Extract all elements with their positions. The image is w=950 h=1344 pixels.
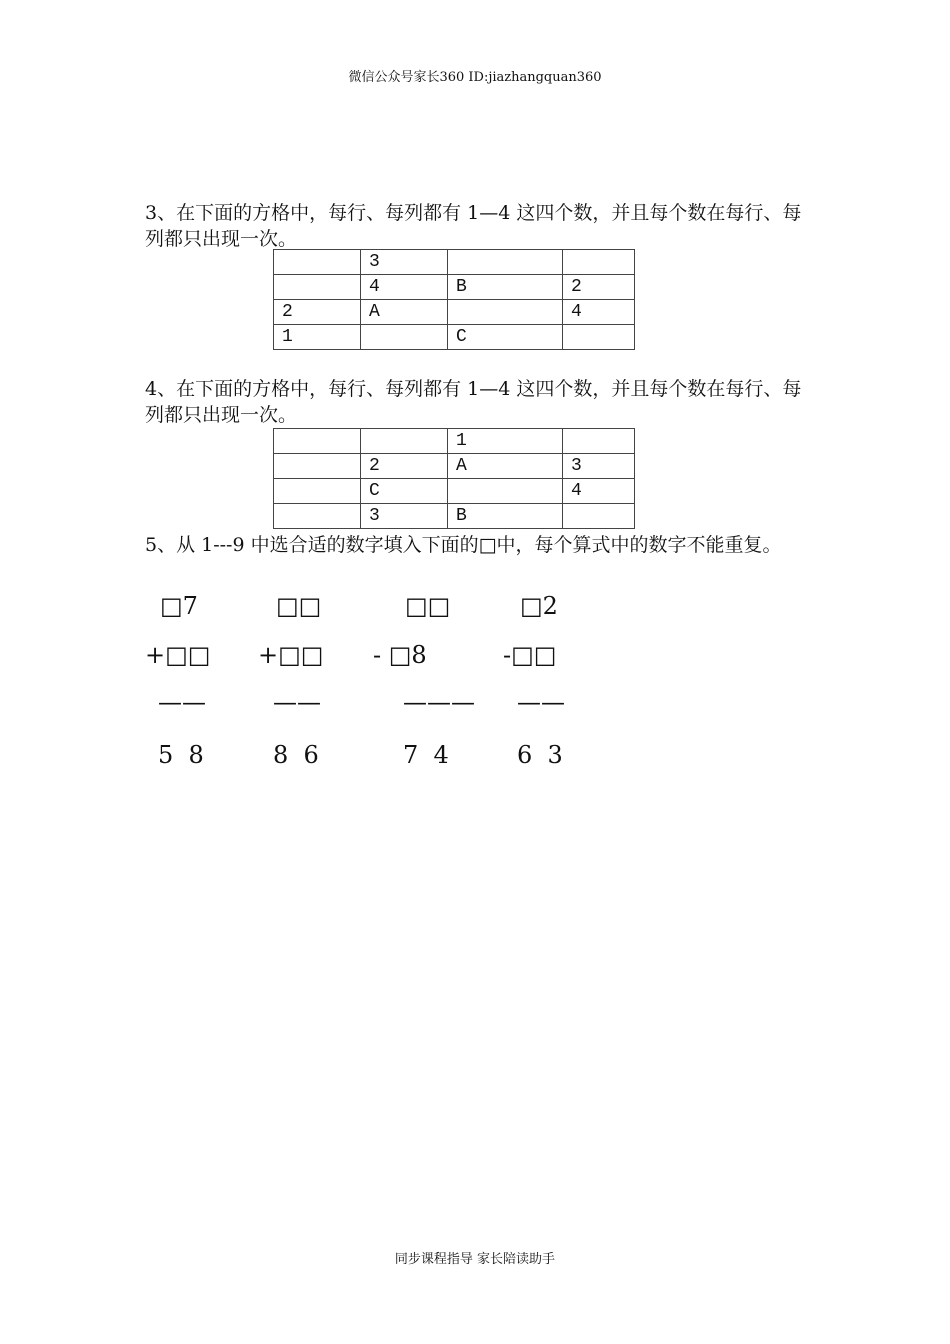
grid-cell <box>274 429 361 454</box>
grid-cell <box>448 479 563 504</box>
grid-cell: 4 <box>361 275 448 300</box>
problem-2-result: 8 6 <box>273 741 319 769</box>
question-5-text: 5、从 1---9 中选合适的数字填入下面的□中，每个算式中的数字不能重复。 <box>145 534 782 556</box>
problem-2-line: —— <box>273 688 321 716</box>
problem-4-operand: -□□ <box>503 641 557 669</box>
grid-cell: 4 <box>563 300 635 325</box>
grid-row <box>274 504 635 529</box>
grid-cell: 1 <box>448 429 563 454</box>
problem-4-top: □2 <box>520 592 558 620</box>
grid-row <box>274 479 635 504</box>
grid-cell: 4 <box>563 479 635 504</box>
problem-4-result: 6 3 <box>517 741 563 769</box>
grid-cell: 2 <box>274 300 361 325</box>
grid-cell: C <box>448 325 563 350</box>
grid-row <box>274 250 635 275</box>
grid-cell: A <box>448 454 563 479</box>
problem-3-line: ——— <box>403 688 475 716</box>
grid-row <box>274 275 635 300</box>
grid-cell: 3 <box>563 454 635 479</box>
grid-cell <box>274 504 361 529</box>
problem-2-operand: +□□ <box>258 641 324 669</box>
problem-2-top: □□ <box>276 592 322 620</box>
grid-cell <box>563 504 635 529</box>
grid-cell <box>361 325 448 350</box>
problem-3-result: 7 4 <box>403 741 449 769</box>
problem-3-top: □□ <box>405 592 451 620</box>
grid-cell: 1 <box>274 325 361 350</box>
problem-1-operand: +□□ <box>145 641 211 669</box>
grid-cell <box>448 250 563 275</box>
grid-cell <box>448 300 563 325</box>
grid-cell <box>361 429 448 454</box>
page-header: 微信公众号家长360 ID:jiazhangquan360 <box>348 70 602 85</box>
problem-1-line: —— <box>158 688 206 716</box>
grid-cell: 3 <box>361 250 448 275</box>
grid-row <box>274 325 635 350</box>
page-footer: 同步课程指导 家长陪读助手 <box>394 1252 556 1267</box>
grid-cell: C <box>361 479 448 504</box>
grid-cell <box>274 275 361 300</box>
question-3-text: 3、在下面的方格中，每行、每列都有 1—4 这四个数，并且每个数在每行、每列都只出现一次。 <box>145 202 802 250</box>
grid-cell: B <box>448 275 563 300</box>
grid-cell: 3 <box>361 504 448 529</box>
grid-cell <box>274 454 361 479</box>
grid-cell: B <box>448 504 563 529</box>
problem-3-operand: - □8 <box>373 641 427 669</box>
grid-cell <box>563 429 635 454</box>
grid-row <box>274 454 635 479</box>
grid-row <box>274 300 635 325</box>
grid-cell <box>274 250 361 275</box>
grid-cell: A <box>361 300 448 325</box>
grid-row <box>274 429 635 454</box>
grid-cell <box>563 325 635 350</box>
grid-cell: 2 <box>361 454 448 479</box>
question-4-grid <box>273 428 635 529</box>
problem-1-top: □7 <box>160 592 198 620</box>
grid-cell: 2 <box>563 275 635 300</box>
question-3-grid <box>273 249 635 350</box>
problem-1-result: 5 8 <box>158 741 204 769</box>
problem-4-line: —— <box>517 688 565 716</box>
grid-cell <box>274 479 361 504</box>
question-4-text: 4、在下面的方格中，每行、每列都有 1—4 这四个数，并且每个数在每行、每列都只出现一次。 <box>145 378 802 426</box>
grid-cell <box>563 250 635 275</box>
